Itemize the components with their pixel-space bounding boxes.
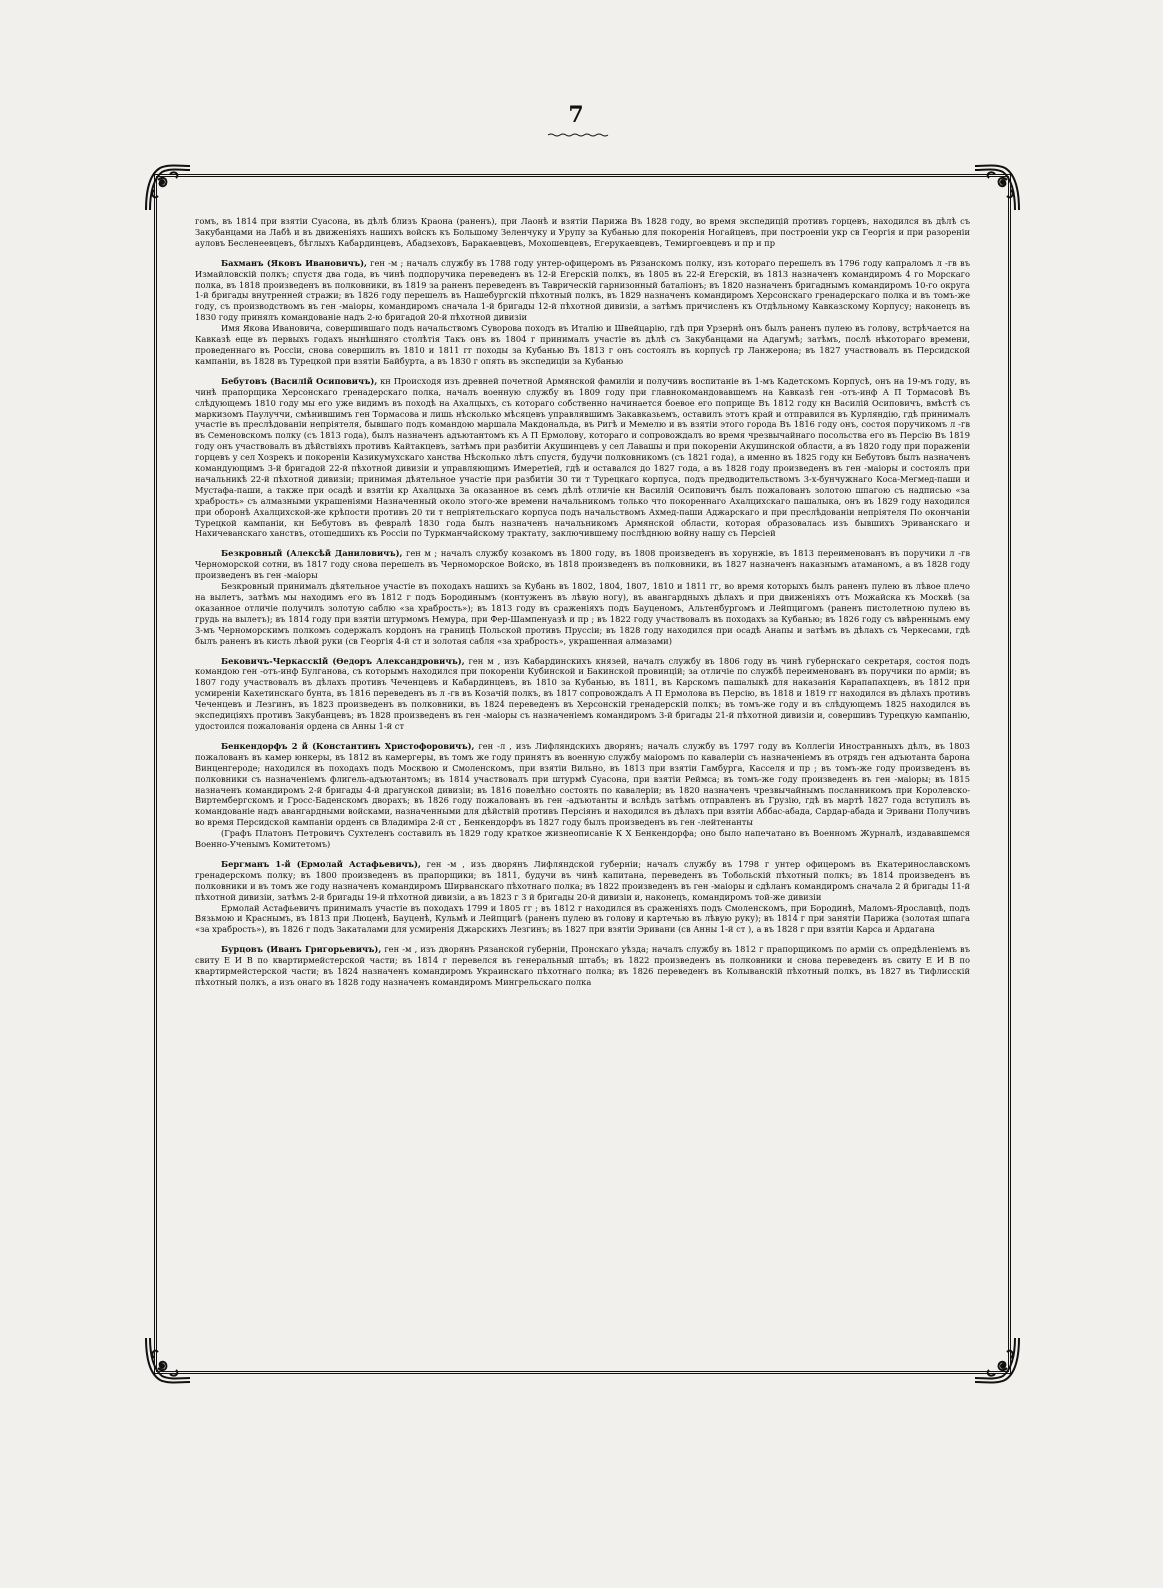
ornamental-frame [140, 160, 1025, 1388]
paragraph: гомъ, въ 1814 при взятіи Суасона, въ дѣлѣ близъ Краона (раненъ), при Лаонѣ и взятіи Парижа Въ 1828 году, во время экспедицій противъ горцевъ, находился въ дѣлѣ съ Закубанцами на Лабѣ и въ движеніяхъ нашихъ войскъ къ Большому Зеленчуку и Урупу за Кубанью для покоренія Ногайцевъ, при построеніи укр св Георгія и при разореніи ауловъ Бесленеевцевъ, бѣглыхъ Кабардинцевъ, Абадзеховъ, Баракаевцевъ, Мохошевцевъ, Егерукаевцевъ, Темиргоевцевъ и пр и пр [195, 216, 970, 248]
corner-ornament-icon [969, 1332, 1025, 1388]
entry-name: Безкровный (Алексѣй Даниловичъ), [221, 548, 403, 559]
page-number: 7 [568, 102, 584, 128]
entry-paragraph [195, 656, 970, 732]
entry-text: ген м , изъ Кабардинскихъ князей, началъ службу въ 1806 году въ чинѣ губернскаго секретаря, состоя подъ командою ген -отъ-инф Булганова, съ которымъ находился при покореніи Кубинской и Бакинской провинцій; за отличіе по службѣ переименованъ въ поручики по арміи; въ 1807 году участвовалъ въ дѣлахъ противъ Чеченцевъ и Кабардинцевъ, въ 1810 за Кубанью, въ 1811, въ Карскомъ пашалыкѣ для наказанія Карапапахцевъ, въ 1812 при усмиреніи Кахетинскаго бунта, въ 1816 переведенъ въ л -гв въ Козачій полкъ, въ 1817 сопровождалъ А П Ермолова въ Персію, въ 1818 и 1819 гг находился въ дѣлахъ противъ Чеченцевъ и Лезгинъ, въ 1823 произведенъ въ полковники, въ 1824 переведенъ въ Херсонскій гренадерскій полкъ; въ томъ-же году и въ слѣдующемъ 1825 находился въ экспедиціяхъ противъ Закубанцевъ; въ 1828 произведенъ въ ген -маіоры съ назначеніемъ командиромъ 3-й бригады 21-й пѣхотной дивизіи и, совершивъ Турецкую кампанію, удостоился пожалованія ордена св Анны 1-й ст [195, 655, 970, 731]
entry-paragraph [195, 741, 970, 828]
entry-name: Бергманъ 1-й (Ермолай Астафьевичъ), [221, 858, 421, 869]
entry-name: Бахманъ (Яковъ Ивановичъ), [221, 257, 367, 268]
entry-name: Бебутовъ (Василій Осиповичъ), [221, 375, 378, 386]
entry-text: кн Происходя изъ древней почетной Армянской фамиліи и получивъ воспитаніе въ 1-мъ Кадетскомъ Корпусѣ, онъ на 19-мъ году, въ чинѣ прапорщика Херсонскаго гренадерскаго полка, началъ военную службу въ 1809 году при главнокомандовавшемъ на Кавказѣ ген -отъ-инф А П Тормасовѣ Въ слѣдующемъ 1810 году мы его уже видимъ въ походѣ на Ахалцыхъ, съ котораго собственно начинается боевое его поприще Въ 1812 году кн Василій Осиповичъ, вмѣстѣ съ маркизомъ Паулуччи, смѣнившимъ ген Тормасова и лишь нѣсколько мѣсяцевъ управлявшимъ Закавказьемъ, оставилъ этотъ край и отправился въ Курляндію, гдѣ принималъ участіе въ преслѣдованіи непріятеля, бывшаго подъ командою маршала Макдональда, въ Ригѣ и Мемелю и въ взятіи этого города Въ 1816 году онъ, состоя поручикомъ л -гв въ Семеновскомъ полку (съ 1813 года), былъ назначенъ адъютантомъ къ А П Ермолову, котораго и сопровождалъ во время чрезвычайнаго посольства его въ Персію Въ 1819 году онъ участвовалъ въ дѣйствіяхъ противъ Кайтакцевъ, затѣмъ при разбитіи Акушинцевъ у сел Лавашы и при покореніи Акушинской области, а въ 1820 году при пораженіи горцевъ у сел Хозрекъ и покореніи Казикумухскаго ханства Нѣсколько лѣтъ спустя, будучи полковникомъ (съ 1821 года), а именно въ 1825 году кн Бебутовъ былъ назначенъ командующимъ 3-й бригадой 22-й пѣхотной дивизіи и управляющимъ Имеретіей, гдѣ и оставался до 1827 года, а въ 1828 году произведенъ въ ген -маіоры и состоялъ при начальникѣ 22-й пѣхотной дивизіи; принимая дѣятельное участіе при разбитіи 30 ти т Турецкаго корпуса, подъ предводительствомъ 3-х-бунчужнаго Коса-Мегмед-паши и Мустафа-паши, а также при осадѣ и взятіи кр Ахалцыха За оказанное въ семъ дѣлѣ отличіе кн Василій Осиповичъ былъ пожалованъ золотою шпагою съ надписью «за храбрость» съ алмазными украшеніями Назначенный около этого-же времени начальникомъ только что покореннаго Ахалцихскаго пашалыка, онъ въ 1829 году находился при оборонѣ Ахалцихской-же крѣпости противъ 20 ти т непріятельскаго корпуса подъ начальствомъ Ахмед-паши Аджарскаго и при преслѣдованіи непріятеля По окончаніи Турецкой кампаніи, кн Бебутовъ въ февралѣ 1830 года былъ назначенъ начальникомъ Армянской области, которая образовалась изъ бывшихъ Эриванскаго и Нахичеванскаго ханствъ, отошедшихъ къ Россіи по Туркманчайскому трактату, заключившему послѣднюю войну нашу съ Персіей [195, 375, 970, 539]
entry-text: ген -л , изъ Лифляндскихъ дворянъ; началъ службу въ 1797 году въ Коллегіи Иностранныхъ дѣлъ, въ 1803 пожалованъ въ камер юнкеры, въ 1812 въ камергеры, въ томъ же году принятъ въ военную службу маіоромъ по кавалеріи съ назначеніемъ въ отрядъ ген адъютанта барона Винценгероде; находился въ походахъ подъ Москвою и Смоленскомъ, при взятіи Вильно, въ 1813 при взятіи Гамбурга, Касселя и пр ; въ томъ-же году произведенъ въ полковники съ назначеніемъ флигель-адъютантомъ; въ 1814 участвовалъ при штурмѣ Суасона, при взятіи Реймса; въ томъ-же году произведенъ въ ген -маіоры; въ 1815 назначенъ командиромъ 2-й бригады 4-й драгунской дивизіи; въ 1816 повелѣно состоять по кавалеріи; въ 1820 назначенъ чрезвычайнымъ посланникомъ при Королевско-Виртембергскомъ и Гросс-Баденскомъ дворахъ; въ 1826 году пожалованъ въ ген -адъютанты и вслѣдъ затѣмъ отправленъ въ Грузію, гдѣ въ мартѣ 1827 года вступилъ въ командованіе надъ авангардными войсками, назначенными для дѣйствій противъ Персіянъ и находился въ дѣлахъ при взятіи Аббас-абада, Сардар-абада и Эривани Получивъ во время Персидской кампаніи орденъ св Владиміра 2-й ст , Бенкендорфъ въ 1827 году былъ произведенъ въ ген -лейтенанты [195, 740, 970, 828]
entry-paragraph [195, 548, 970, 581]
page-text [195, 216, 970, 1336]
paragraph: Безкровный принималъ дѣятельное участіе въ походахъ нашихъ за Кубань въ 1802, 1804, 1807, 1810 и 1811 гг, во время которыхъ былъ раненъ пулею въ лѣвое плечо на вылетъ, затѣмъ мы находимъ его въ 1812 г подъ Бородинымъ (контуженъ въ лѣвую ногу), въ авангардныхъ дѣлахъ и при движеніяхъ отъ Можайска къ Москвѣ (за оказанное отличіе получилъ золотую саблю «за храбрость»); въ 1813 году въ сраженіяхъ подъ Бауценомъ, Альтенбургомъ и Лейпцигомъ (раненъ пистолетною пулею въ грудь на вылетъ); въ 1814 году при взятіи штурмомъ Немура, при Фер-Шампенуазѣ и пр ; въ 1822 году участвовалъ въ походахъ за Кубанью; въ 1826 году съ ввѣреннымъ ему 3-мъ Черноморскимъ полкомъ содержалъ кордонъ на границѣ Польской противъ Пруссіи; въ 1828 году находился при осадѣ Анапы и затѣмъ въ дѣлахъ съ Черкесами, гдѣ былъ раненъ въ кисть лѣвой руки (св Георгія 4-й ст и золотая сабля «за храбрость», украшенная алмазами) [195, 581, 970, 646]
page-number-underline [548, 133, 610, 137]
entry-text: ген -м ; началъ службу въ 1788 году унтер-офицеромъ въ Рязанскомъ полку, изъ котораго перешелъ въ 1796 году капраломъ л -гв въ Измайловскій полкъ; спустя два года, въ чинѣ подпоручика переведенъ въ 12-й Егерскій полкъ, въ 1805 въ 22-й Егерскій, въ 1813 назначенъ командиромъ 4 го Морскаго полка, въ 1818 произведенъ въ полковники, въ 1819 за раненъ переведенъ въ Таврическій гарнизонный баталіонъ; въ 1820 назначенъ бригаднымъ командиромъ 10-го округа 1-й бригады внутренней стражи; въ 1826 году перешелъ въ Нашебургскій пѣхотный полкъ, въ 1829 назначенъ командиромъ Херсонскаго гренадерскаго полка и въ томъ-же году, съ производствомъ въ ген -маіоры, командиромъ сначала 1-й бригады 12-й пѣхотной дивизіи, а затѣмъ причисленъ къ Отдѣльному Кавказскому Корпусу; наконецъ въ 1830 году принялъ командованіе надъ 2-ю бригадой 20-й пѣхотной дивизіи [195, 257, 970, 323]
entry-text: ген -м , изъ дворянъ Рязанской губерніи, Пронскаго уѣзда; началъ службу въ 1812 г прапорщикомъ по арміи съ опредѣленіемъ въ свиту Е И В по квартирмейстерской части; въ 1814 г перевелся въ генеральный штабъ; въ 1822 произведенъ въ полковники и снова переведенъ въ свиту Е И В по квартирмейстерской части; въ 1824 назначенъ командиромъ Украинскаго пѣхотнаго полка; въ 1826 переведенъ въ Колыванскій пѣхотный полкъ, въ 1827 въ Тифлисскій пѣхотный полкъ, а изъ онаго въ 1828 году назначенъ командиромъ Мингрельскаго полка [195, 944, 970, 987]
entry-paragraph [195, 376, 970, 540]
paragraph: Имя Якова Ивановича, совершившаго подъ начальствомъ Суворова походъ въ Италію и Швейцарію, гдѣ при Урзернѣ онъ былъ раненъ пулею въ голову, встрѣчается на Кавказѣ еще въ первыхъ годахъ нынѣшняго столѣтія Такъ онъ въ 1804 г принималъ участіе въ дѣлѣ съ Закубанцами на Адагумѣ; затѣмъ, послѣ нѣкотораго времени, проведеннаго въ Россіи, снова совершилъ въ 1810 и 1811 гг походы за Кубанью Въ 1813 г онъ состоялъ въ корпусѣ гр Ланжерона; въ 1827 участвовалъ въ Персидской кампаніи, въ 1828 въ Турецкой при взятіи Байбурта, а въ 1830 г опять въ экспедиціи за Кубанью [195, 323, 970, 366]
corner-ornament-icon [969, 160, 1025, 216]
paragraph: (Графъ Платонъ Петровичъ Сухтеленъ составилъ въ 1829 году краткое жизнеописаніе К Х Бенкендорфа; оно было напечатано въ Военномъ Журналѣ, издававшемся Военно-Ученымъ Комитетомъ) [195, 828, 970, 850]
corner-ornament-icon [140, 1332, 196, 1388]
entry-text: ген м ; началъ службу козакомъ въ 1800 году, въ 1808 произведенъ въ хорунжіе, въ 1813 переименованъ въ поручики л -гв Черноморской сотни, въ 1817 году снова перешелъ въ Черноморское Войско, въ 1818 произведенъ въ полковники, въ 1827 назначенъ наказнымъ атаманомъ, а въ 1828 году произведенъ въ ген -маіоры [195, 548, 970, 581]
corner-ornament-icon [140, 160, 196, 216]
paragraph: Ермолай Астафьевичъ принималъ участіе въ походахъ 1799 и 1805 гг ; въ 1812 г находился въ сраженіяхъ подъ Смоленскомъ, при Бородинѣ, Маломъ-Ярославцѣ, подъ Вязьмою и Краснымъ, въ 1813 при Люценѣ, Бауценѣ, Кульмѣ и Лейпцигѣ (раненъ пулею въ голову и картечью въ лѣвую руку); въ 1814 г при занятіи Парижа (золотая шпага «за храбрость»), въ 1826 г подъ Закаталами для усмиренія Джарскихъ Лезгинъ; въ 1827 при взятіи Эривани (св Анны 1-й ст ), а въ 1828 г при взятіи Карса и Ардагана [195, 902, 970, 935]
entry-paragraph [195, 258, 970, 323]
entry-paragraph [195, 944, 970, 988]
entry-name: Бековичъ-Черкасскій (Ѳедоръ Александровичъ), [221, 655, 465, 666]
entry-text: ген -м , изъ дворянъ Лифляндской губерніи; началъ службу въ 1798 г унтер офицеромъ въ Екатеринославскомъ гренадерскомъ полку; въ 1800 произведенъ въ прапорщики; въ 1811, будучи въ чинѣ капитана, переведенъ въ Тобольскій пѣхотный полкъ; въ 1814 произведенъ въ полковники и въ томъ же году назначенъ командиромъ Ширванскаго пѣхотнаго полка; въ 1822 произведенъ въ ген -маіоры и сдѣланъ командиромъ сначала 2 й бригады 11-й пѣхотной дивизіи, затѣмъ 2-й бригады 19-й пѣхотной дивизіи, а въ 1823 г 3 й бригады 20-й дивизіи и, наконецъ, командиромъ той-же дивизіи [195, 858, 970, 902]
entry-name: Бенкендорфъ 2 й (Константинъ Христофоровичъ), [221, 740, 475, 751]
entry-name: Бурцовъ (Иванъ Григорьевичъ), [221, 944, 382, 955]
entry-paragraph [195, 859, 970, 903]
